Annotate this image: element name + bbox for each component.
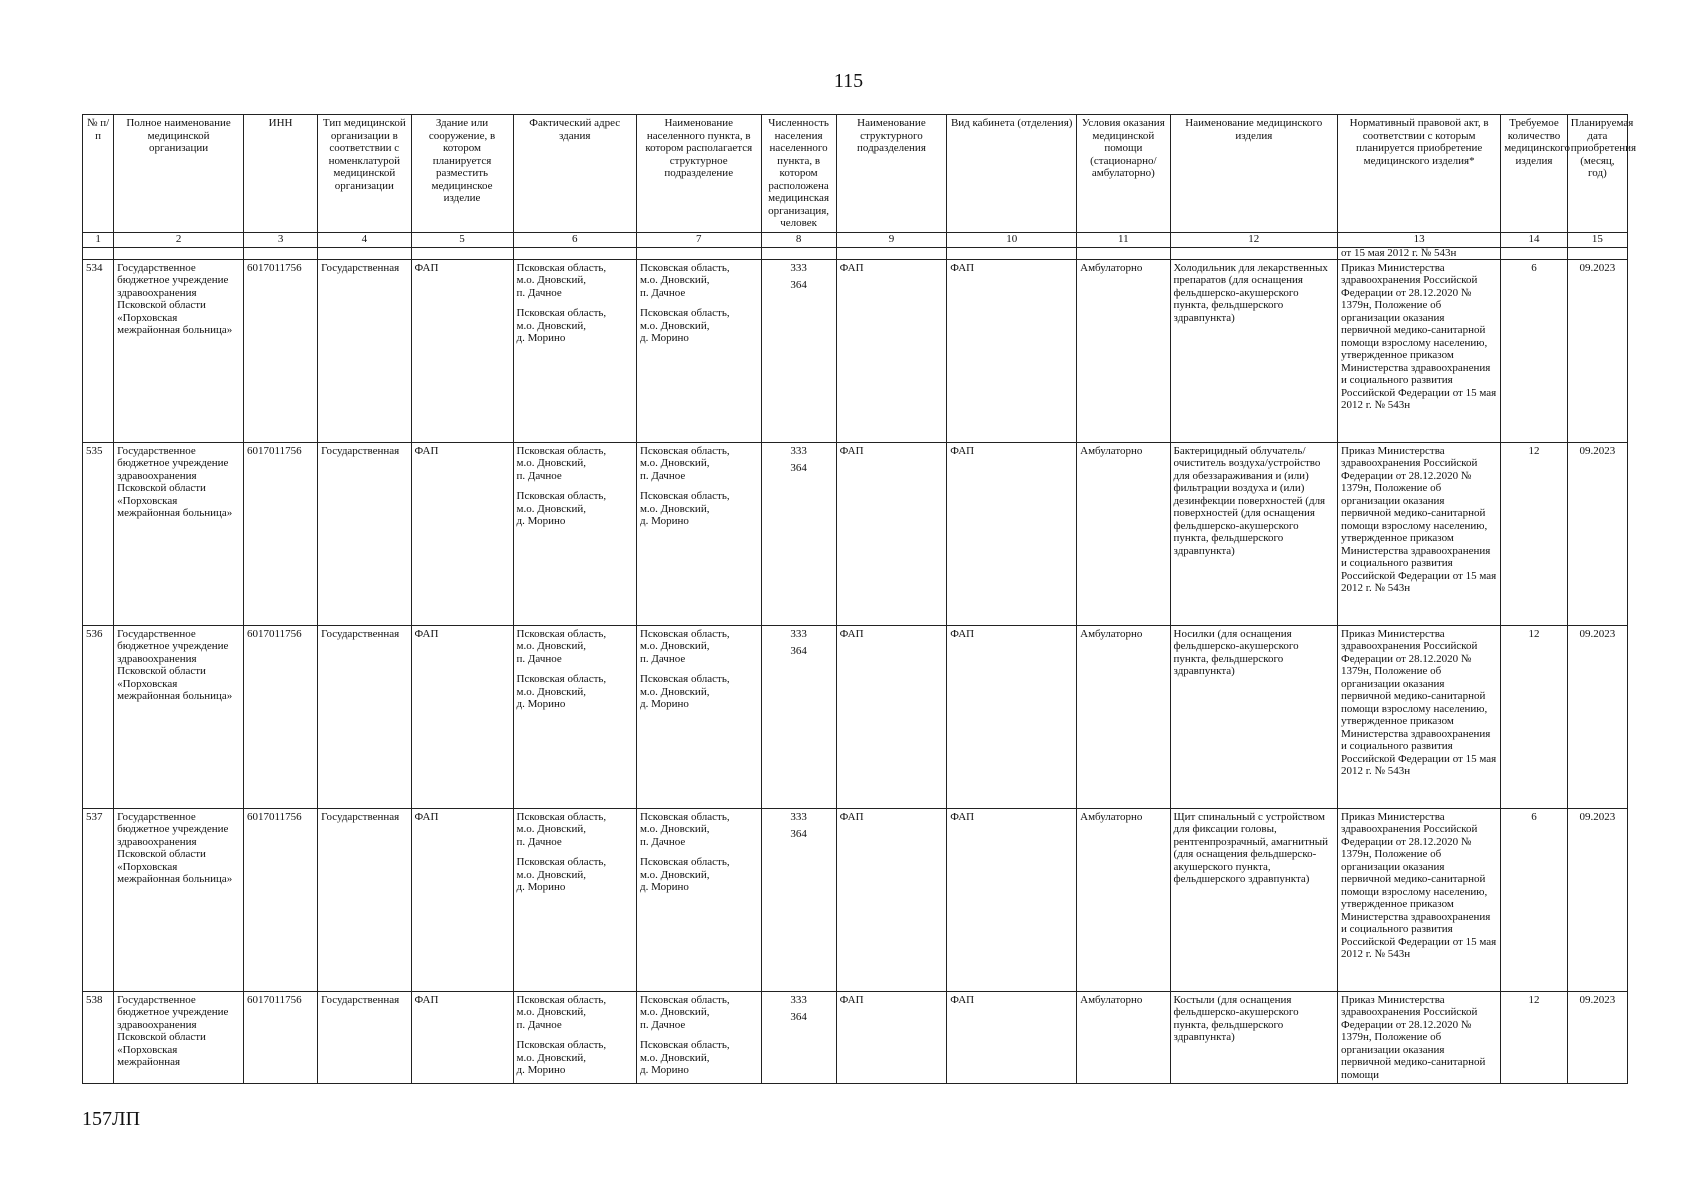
address bbox=[513, 259, 636, 442]
population-value: 364 bbox=[790, 279, 807, 291]
settlement-line: м.о. Дновский, bbox=[639, 1006, 710, 1018]
settlement-line: м.о. Дновский, bbox=[639, 319, 710, 332]
header-cell: Наименование населенного пункта, в котором располагается структурное подразделение bbox=[636, 115, 761, 233]
legal-act: Приказ Министерства здравоохранения Российской Федерации от 28.12.2020 № 1379н, Положение об организации оказания первичной медико-санитарной помощи bbox=[1338, 991, 1501, 1084]
population bbox=[761, 259, 836, 442]
table-row bbox=[83, 991, 1628, 1084]
settlement-line: м.о. Дновский, bbox=[639, 502, 710, 515]
address bbox=[513, 808, 636, 991]
settlement-line: Псковская область, bbox=[639, 1039, 730, 1051]
settlement-line: Псковская область, bbox=[639, 627, 730, 640]
inn: 6017011756 bbox=[244, 808, 318, 991]
population bbox=[761, 625, 836, 808]
legal-act: Приказ Министерства здравоохранения Российской Федерации от 28.12.2020 № 1379н, Положение об организации оказания первичной медико-санитарной помощи взрослому населению, утвержденное приказом Министерства здравоохранения и социального развития Российской Федерации от 15 мая 2012 г. № 543н bbox=[1338, 625, 1501, 808]
equipment-table bbox=[82, 114, 1637, 1084]
column-number: 13 bbox=[1338, 232, 1501, 247]
address-line: Псковская область, bbox=[516, 490, 607, 502]
header-cell: Здание или сооружение, в котором планируется разместить медицинское изделие bbox=[411, 115, 513, 233]
subdivision: ФАП bbox=[836, 808, 947, 991]
org-name: Государственное бюджетное учреждение здравоохранения Псковской области «Порховская межрайонная больница» bbox=[114, 808, 244, 991]
address bbox=[513, 991, 636, 1084]
inn: 6017011756 bbox=[244, 625, 318, 808]
header-cell: № п/п bbox=[83, 115, 114, 233]
settlement-line: Псковская область, bbox=[639, 444, 730, 457]
address-line: Псковская область, bbox=[516, 627, 607, 640]
quantity: 6 bbox=[1501, 808, 1568, 991]
settlement-line: Псковская область, bbox=[639, 490, 730, 502]
device-name: Холодильник для лекарственных препаратов (для оснащения фельдшерско-акушерского пункта, фельдшерского здравпункта) bbox=[1170, 259, 1337, 442]
settlement-line: п. Дачное bbox=[639, 1018, 686, 1031]
header-cell: Вид кабинета (отделения) bbox=[947, 115, 1077, 233]
org-name: Государственное бюджетное учреждение здравоохранения Псковской области «Порховская межрайонная больница» bbox=[114, 259, 244, 442]
header-row bbox=[83, 115, 1628, 233]
address-line: Псковская область, bbox=[516, 856, 607, 868]
column-number: 5 bbox=[411, 232, 513, 247]
population bbox=[761, 808, 836, 991]
settlement bbox=[636, 991, 761, 1084]
settlement-line: м.о. Дновский, bbox=[639, 823, 710, 835]
column-number: 6 bbox=[513, 232, 636, 247]
row-number: 538 bbox=[83, 991, 114, 1084]
header-cell: Наименование медицинского изделия bbox=[1170, 115, 1337, 233]
column-number: 1 bbox=[83, 232, 114, 247]
population bbox=[761, 991, 836, 1084]
header-cell: Условия оказания медицинской помощи (стационарно/ амбулаторно) bbox=[1077, 115, 1170, 233]
address-line: Псковская область, bbox=[516, 307, 607, 319]
address bbox=[513, 625, 636, 808]
cabinet: ФАП bbox=[947, 625, 1077, 808]
org-type: Государственная bbox=[318, 808, 411, 991]
org-name: Государственное бюджетное учреждение здравоохранения Псковской области «Порховская межрайонная bbox=[114, 991, 244, 1084]
address-line: Псковская область, bbox=[516, 673, 607, 685]
quantity: 12 bbox=[1501, 442, 1568, 625]
address-line: м.о. Дновский, bbox=[516, 274, 586, 286]
conditions: Амбулаторно bbox=[1077, 259, 1170, 442]
cabinet: ФАП bbox=[947, 808, 1077, 991]
legal-act: Приказ Министерства здравоохранения Российской Федерации от 28.12.2020 № 1379н, Положение об организации оказания первичной медико-санитарной помощи взрослому населению, утвержденное приказом Министерства здравоохранения и социального развития Российской Федерации от 15 мая 2012 г. № 543н bbox=[1338, 259, 1501, 442]
address bbox=[513, 442, 636, 625]
population-value: 364 bbox=[790, 462, 807, 474]
column-number: 11 bbox=[1077, 232, 1170, 247]
row-number: 535 bbox=[83, 442, 114, 625]
settlement-line: п. Дачное bbox=[639, 835, 686, 848]
address-line: м.о. Дновский, bbox=[516, 1051, 586, 1064]
purchase-date: 09.2023 bbox=[1567, 808, 1627, 991]
device-name: Бактерицидный облучатель/очиститель воздуха/устройство для обеззараживания и (или) фильтрации воздуха и (или) дезинфекции поверхностей (для поверхностей (для оснащения фельдшерско-акушерского пункта, фельдшерского здравпункта) bbox=[1170, 442, 1337, 625]
population-value: 364 bbox=[790, 828, 807, 840]
column-number: 8 bbox=[761, 232, 836, 247]
column-number: 10 bbox=[947, 232, 1077, 247]
legal-act: Приказ Министерства здравоохранения Российской Федерации от 28.12.2020 № 1379н, Положение об организации оказания первичной медико-санитарной помощи взрослому населению, утвержденное приказом Министерства здравоохранения и социального развития Российской Федерации от 15 мая 2012 г. № 543н bbox=[1338, 808, 1501, 991]
settlement-line: п. Дачное bbox=[639, 286, 686, 299]
table-row bbox=[83, 259, 1628, 442]
address-line: Псковская область, bbox=[516, 993, 607, 1006]
address-line: д. Морино bbox=[516, 698, 566, 710]
address-line: м.о. Дновский, bbox=[516, 1006, 586, 1018]
org-name: Государственное бюджетное учреждение здравоохранения Псковской области «Порховская межрайонная больница» bbox=[114, 442, 244, 625]
column-number: 12 bbox=[1170, 232, 1337, 247]
purchase-date: 09.2023 bbox=[1567, 259, 1627, 442]
purchase-date: 09.2023 bbox=[1567, 442, 1627, 625]
column-number: 14 bbox=[1501, 232, 1568, 247]
settlement-line: п. Дачное bbox=[639, 469, 686, 482]
population-value: 364 bbox=[790, 645, 807, 657]
device-name: Костыли (для оснащения фельдшерско-акушерского пункта, фельдшерского здравпункта) bbox=[1170, 991, 1337, 1084]
continuation-row bbox=[83, 247, 1628, 259]
settlement-line: д. Морино bbox=[639, 698, 689, 710]
settlement-line: Псковская область, bbox=[639, 261, 730, 274]
address-line: м.о. Дновский, bbox=[516, 319, 586, 332]
settlement bbox=[636, 442, 761, 625]
column-number: 7 bbox=[636, 232, 761, 247]
purchase-date: 09.2023 bbox=[1567, 991, 1627, 1084]
row-number: 537 bbox=[83, 808, 114, 991]
org-type: Государственная bbox=[318, 442, 411, 625]
row-number: 534 bbox=[83, 259, 114, 442]
address-line: Псковская область, bbox=[516, 1039, 607, 1051]
settlement-line: м.о. Дновский, bbox=[639, 868, 710, 881]
org-name: Государственное бюджетное учреждение здравоохранения Псковской области «Порховская межрайонная больница» bbox=[114, 625, 244, 808]
population-value: 333 bbox=[790, 261, 807, 274]
quantity: 6 bbox=[1501, 259, 1568, 442]
settlement-line: д. Морино bbox=[639, 1064, 689, 1076]
address-line: м.о. Дновский, bbox=[516, 502, 586, 515]
settlement-line: м.о. Дновский, bbox=[639, 274, 710, 286]
subdivision: ФАП bbox=[836, 625, 947, 808]
row-number: 536 bbox=[83, 625, 114, 808]
header-cell: Планируемая дата приобретения (месяц, год) bbox=[1567, 115, 1627, 233]
cabinet: ФАП bbox=[947, 442, 1077, 625]
settlement bbox=[636, 625, 761, 808]
settlement-line: д. Морино bbox=[639, 515, 689, 527]
address-line: м.о. Дновский, bbox=[516, 823, 586, 835]
settlement-line: Псковская область, bbox=[639, 810, 730, 823]
header-cell: Наименование структурного подразделения bbox=[836, 115, 947, 233]
address-line: п. Дачное bbox=[516, 835, 562, 848]
address-line: м.о. Дновский, bbox=[516, 868, 586, 881]
conditions: Амбулаторно bbox=[1077, 625, 1170, 808]
inn: 6017011756 bbox=[244, 259, 318, 442]
settlement-line: Псковская область, bbox=[639, 993, 730, 1006]
header-cell: Полное наименование медицинской организации bbox=[114, 115, 244, 233]
population-value: 364 bbox=[790, 1011, 807, 1023]
quantity: 12 bbox=[1501, 991, 1568, 1084]
address-line: м.о. Дновский, bbox=[516, 457, 586, 469]
address-line: м.о. Дновский, bbox=[516, 640, 586, 652]
subdivision: ФАП bbox=[836, 442, 947, 625]
address-line: Псковская область, bbox=[516, 810, 607, 823]
column-number: 4 bbox=[318, 232, 411, 247]
building: ФАП bbox=[411, 808, 513, 991]
column-number: 9 bbox=[836, 232, 947, 247]
legal-act: Приказ Министерства здравоохранения Российской Федерации от 28.12.2020 № 1379н, Положение об организации оказания первичной медико-санитарной помощи взрослому населению, утвержденное приказом Министерства здравоохранения и социального развития Российской Федерации от 15 мая 2012 г. № 543н bbox=[1338, 442, 1501, 625]
conditions: Амбулаторно bbox=[1077, 442, 1170, 625]
quantity: 12 bbox=[1501, 625, 1568, 808]
building: ФАП bbox=[411, 991, 513, 1084]
settlement-line: Псковская область, bbox=[639, 673, 730, 685]
cabinet: ФАП bbox=[947, 259, 1077, 442]
address-line: Псковская область, bbox=[516, 261, 607, 274]
table-row bbox=[83, 442, 1628, 625]
column-number: 15 bbox=[1567, 232, 1627, 247]
population-value: 333 bbox=[790, 627, 807, 640]
address-line: д. Морино bbox=[516, 881, 566, 893]
table-row bbox=[83, 808, 1628, 991]
document-code: 157ЛП bbox=[82, 1108, 141, 1130]
settlement-line: м.о. Дновский, bbox=[639, 457, 710, 469]
org-type: Государственная bbox=[318, 259, 411, 442]
conditions: Амбулаторно bbox=[1077, 808, 1170, 991]
column-number: 3 bbox=[244, 232, 318, 247]
settlement-line: д. Морино bbox=[639, 332, 689, 344]
table-row bbox=[83, 625, 1628, 808]
settlement-line: п. Дачное bbox=[639, 652, 686, 665]
address-line: Псковская область, bbox=[516, 444, 607, 457]
address-line: п. Дачное bbox=[516, 652, 562, 665]
population-value: 333 bbox=[790, 993, 807, 1006]
settlement-line: м.о. Дновский, bbox=[639, 685, 710, 698]
address-line: п. Дачное bbox=[516, 469, 562, 482]
building: ФАП bbox=[411, 442, 513, 625]
settlement bbox=[636, 259, 761, 442]
population bbox=[761, 442, 836, 625]
device-name: Щит спинальный с устройством для фиксации головы, рентгенпрозрачный, амагнитный (для оснащения фельдшерско-акушерского пункта, фельдшерского здравпункта) bbox=[1170, 808, 1337, 991]
inn: 6017011756 bbox=[244, 442, 318, 625]
column-number: 2 bbox=[114, 232, 244, 247]
header-cell: Фактический адрес здания bbox=[513, 115, 636, 233]
population-value: 333 bbox=[790, 444, 807, 457]
address-line: д. Морино bbox=[516, 332, 566, 344]
org-type: Государственная bbox=[318, 991, 411, 1084]
column-number-row bbox=[83, 232, 1628, 247]
settlement-line: д. Морино bbox=[639, 881, 689, 893]
conditions: Амбулаторно bbox=[1077, 991, 1170, 1084]
header-cell: Численность населения населенного пункта, в котором расположена медицинская организация, человек bbox=[761, 115, 836, 233]
continuation-text: от 15 мая 2012 г. № 543н bbox=[1338, 247, 1501, 259]
device-name: Носилки (для оснащения фельдшерско-акушерского пункта, фельдшерского здравпункта) bbox=[1170, 625, 1337, 808]
inn: 6017011756 bbox=[244, 991, 318, 1084]
page-number: 115 bbox=[833, 70, 864, 92]
header-cell: ИНН bbox=[244, 115, 318, 233]
settlement-line: Псковская область, bbox=[639, 856, 730, 868]
settlement bbox=[636, 808, 761, 991]
address-line: п. Дачное bbox=[516, 286, 562, 299]
subdivision: ФАП bbox=[836, 259, 947, 442]
settlement-line: Псковская область, bbox=[639, 307, 730, 319]
header-cell: Требуемое количество медицинского изделия bbox=[1501, 115, 1568, 233]
settlement-line: м.о. Дновский, bbox=[639, 1051, 710, 1064]
cabinet: ФАП bbox=[947, 991, 1077, 1084]
org-type: Государственная bbox=[318, 625, 411, 808]
building: ФАП bbox=[411, 625, 513, 808]
address-line: д. Морино bbox=[516, 1064, 566, 1076]
building: ФАП bbox=[411, 259, 513, 442]
header-cell: Тип медицинской организации в соответствии с номенклатурой медицинской организации bbox=[318, 115, 411, 233]
header-cell: Нормативный правовой акт, в соответствии с которым планируется приобретение медицинского изделия* bbox=[1338, 115, 1501, 233]
settlement-line: м.о. Дновский, bbox=[639, 640, 710, 652]
address-line: п. Дачное bbox=[516, 1018, 562, 1031]
purchase-date: 09.2023 bbox=[1567, 625, 1627, 808]
address-line: д. Морино bbox=[516, 515, 566, 527]
population-value: 333 bbox=[790, 810, 807, 823]
address-line: м.о. Дновский, bbox=[516, 685, 586, 698]
subdivision: ФАП bbox=[836, 991, 947, 1084]
